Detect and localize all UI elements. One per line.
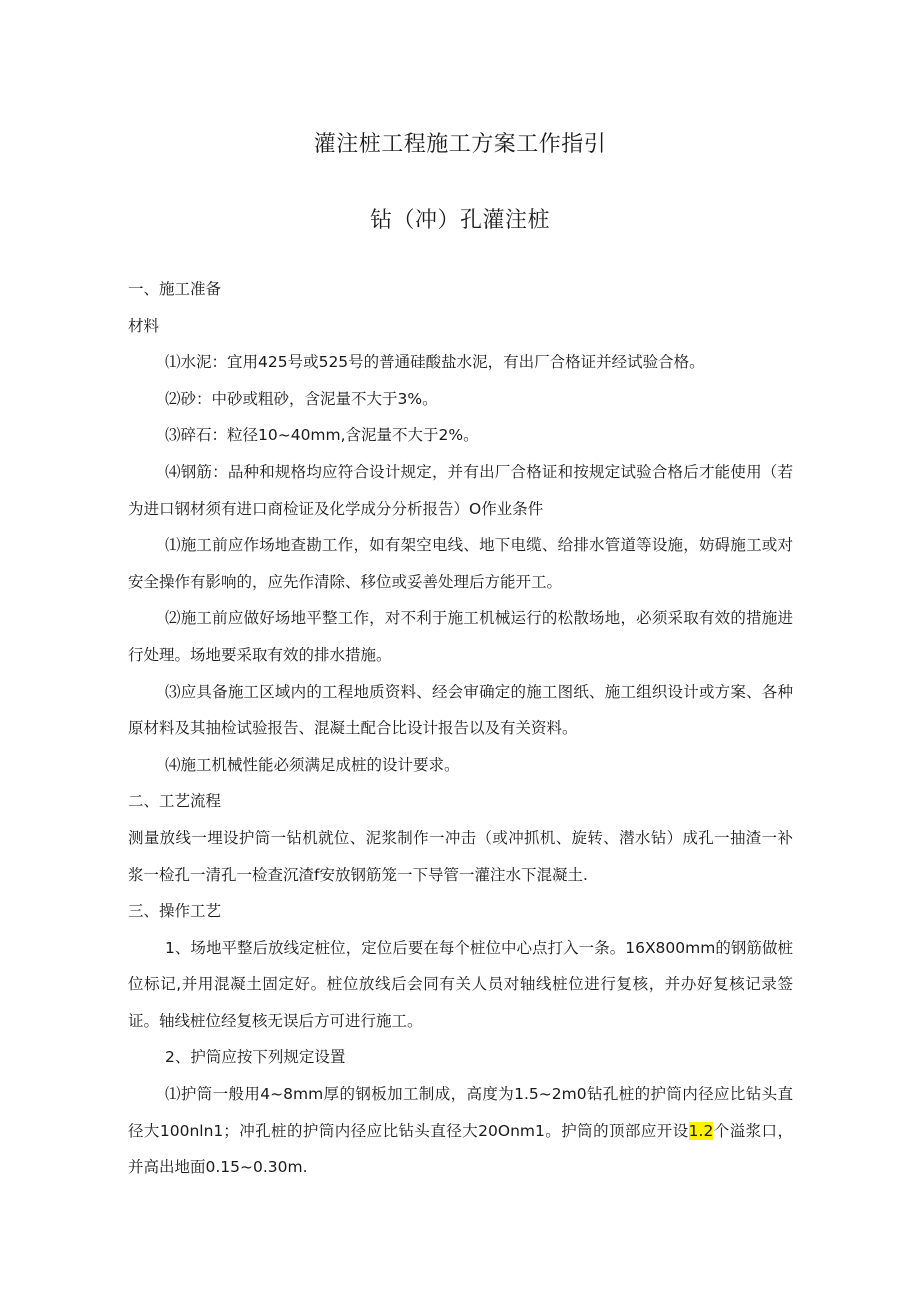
- document-subtitle: 钻（冲）孔灌注桩: [369, 208, 550, 233]
- casing-rule-1: [128, 1076, 793, 1186]
- condition-item-1: ⑴施工前应作场地查勘工作，如有架空电线、地下电缆、给排水管道等设施，妨碍施工或对安全操作有影响的，应先作清除、移位或妥善处理后方能开工。: [128, 536, 793, 591]
- condition-item-3: ⑶应具备施工区域内的工程地质资料、经会审确定的施工图纸、施工组织设计或方案、各种原材料及其抽检试验报告、混凝土配合比设计报告以及有关资料。: [128, 682, 793, 738]
- condition-item-2: ⑵施工前应做好场地平整工作，对不利于施工机械运行的松散场地，必须采取有效的措施进行处理。场地要采取有效的排水措施。: [128, 609, 793, 664]
- casing-rule-1-text-b: 个溢浆口，并高出地面0.15~0.30m.: [128, 1121, 793, 1177]
- document-title: 灌注桩工程施工方案工作指引: [313, 132, 607, 157]
- document-body: [128, 271, 793, 1186]
- material-item-sand: ⑵砂：中砂或粗砂，含泥量不大于3%。: [165, 389, 438, 408]
- highlighted-number: 1.2: [688, 1121, 714, 1140]
- operation-item-1: 1、场地平整后放线定桩位，定位后要在每个桩位中心点打入一条。16X800mm的钢筋做桩位标记,并用混凝土固定好。桩位放线后会同有关人员对轴线桩位进行复核，并办好复核记录签证。轴线桩位经复核无误后方可进行施工。: [128, 938, 793, 1030]
- section-heading-3: 三、操作工艺: [128, 902, 222, 921]
- section-heading-1: 一、施工准备: [128, 280, 222, 298]
- materials-label: 材料: [128, 316, 160, 335]
- material-item-rebar: ⑷钢筋：品种和规格均应符合设计规定，并有出厂合格证和按规定试验合格后才能使用（若为进口钢材须有进口商检证及化学成分分析报告）O作业条件: [128, 462, 793, 518]
- material-item-cement: ⑴水泥：宜用425号或525号的普通硅酸盐水泥，有出厂合格证并经试验合格。: [165, 353, 705, 372]
- casing-rule-1-text-a: ⑴护筒一般用4~8mm厚的钢板加工制成，高度为1.5~2m0钻孔桩的护筒内径应比钻头直径大100nln1；冲孔桩的护筒内径应比钻头直径大20Onm1。护筒的顶部应开设: [128, 1085, 793, 1140]
- operation-item-2-heading: 2、护筒应按下列规定设置: [165, 1048, 346, 1067]
- material-item-gravel: ⑶碎石：粒径10~40mm,含泥量不大于2%。: [165, 426, 479, 445]
- section-heading-2: 二、工艺流程: [128, 792, 222, 811]
- process-flow-text: 测量放线一埋设护筒一钻机就位、泥浆制作一冲击（或冲抓机、旋转、潜水钻）成孔一抽渣一补浆一检孔一清孔一检查沉渣f安放钢筋笼一下导管一灌注水下混凝土.: [128, 828, 793, 884]
- condition-item-4: ⑷施工机械性能必须满足成桩的设计要求。: [165, 755, 460, 774]
